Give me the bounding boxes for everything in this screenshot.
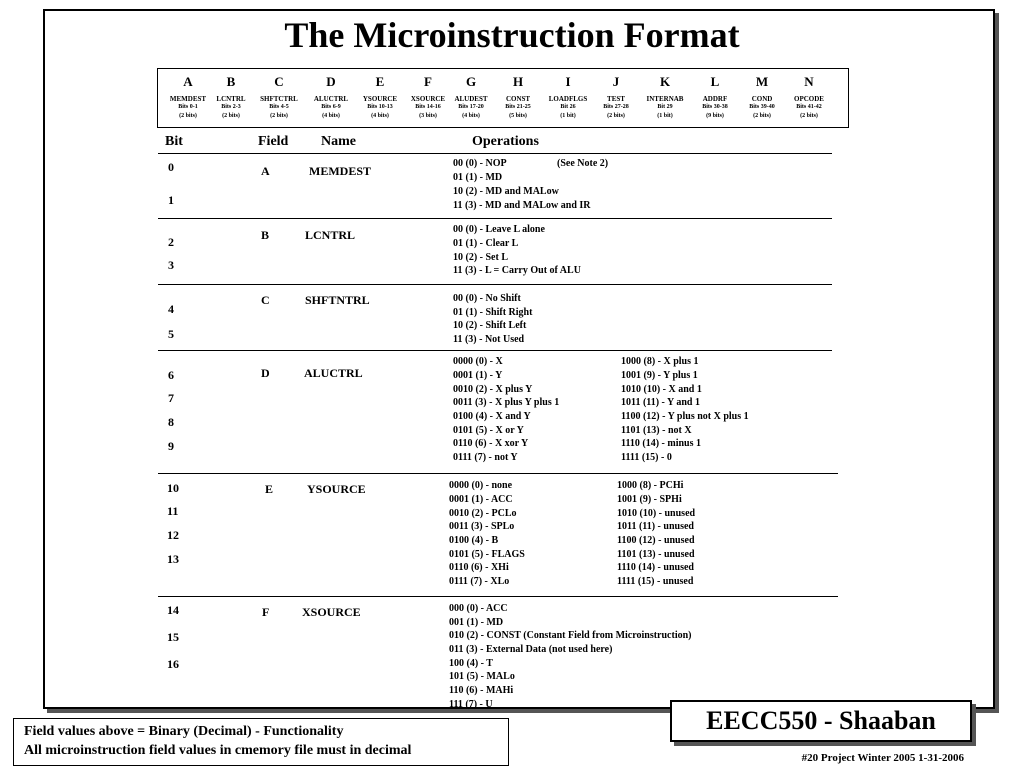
- format-field-letter: D: [326, 74, 336, 89]
- operation-item: 1011 (11) - Y and 1: [621, 397, 700, 408]
- bit-number: 0: [168, 160, 174, 174]
- section-divider: [158, 350, 832, 351]
- format-field-size: (2 bits): [179, 113, 197, 119]
- format-field-bits: Bits 0-1: [178, 104, 198, 110]
- bit-number: 1: [168, 193, 174, 207]
- bit-number: 7: [168, 391, 174, 405]
- page-title: The Microinstruction Format: [284, 15, 740, 55]
- format-field-size: (1 bit): [657, 113, 673, 119]
- format-field-size: (2 bits): [753, 113, 771, 119]
- header-operations: Operations: [472, 134, 539, 149]
- format-field-name: LOADFLGS: [548, 95, 588, 103]
- operation-item: 0100 (4) - B: [449, 535, 499, 546]
- format-field-size: (2 bits): [607, 113, 625, 119]
- format-field-bits: Bits 21-25: [505, 104, 531, 110]
- format-field-letter: K: [659, 74, 671, 89]
- format-field-name: MEMDEST: [169, 95, 207, 103]
- format-field-name: INTERNAB: [646, 95, 684, 103]
- operation-item: 1110 (14) - unused: [617, 562, 694, 573]
- format-field-letter: A: [183, 74, 193, 89]
- format-field-size: (2 bits): [270, 113, 288, 119]
- operation-item: 100 (4) - T: [449, 658, 493, 669]
- operation-item: 00 (0) - No Shift: [453, 293, 521, 304]
- operation-item: 1100 (12) - unused: [617, 535, 695, 546]
- format-field-bits: Bits 10-13: [367, 104, 393, 110]
- format-field-size: (2 bits): [800, 113, 818, 119]
- operation-item: 1110 (14) - minus 1: [621, 438, 702, 449]
- format-field-name: SHFTCTRL: [260, 95, 298, 103]
- operation-item: 1111 (15) - 0: [621, 452, 672, 463]
- operation-item: 0101 (5) - FLAGS: [449, 549, 525, 560]
- operation-item: 11 (3) - L = Carry Out of ALU: [453, 265, 581, 276]
- notes-box: [13, 718, 509, 766]
- operation-item: 0011 (3) - X plus Y plus 1: [453, 397, 560, 408]
- header-divider: [158, 153, 832, 154]
- operation-item: 111 (7) - U: [449, 699, 493, 710]
- operation-item: 1010 (10) - X and 1: [621, 384, 702, 395]
- format-field-size: (1 bit): [560, 113, 576, 119]
- bit-number: 3: [168, 258, 174, 272]
- format-field-letter: C: [274, 74, 284, 89]
- field-name: LCNTRL: [305, 228, 356, 242]
- format-field-letter: G: [465, 74, 477, 89]
- header-field: Field: [258, 134, 289, 149]
- operation-item: 101 (5) - MALo: [449, 671, 515, 682]
- operation-item: 000 (0) - ACC: [449, 603, 508, 614]
- operation-item: 00 (0) - Leave L alone: [453, 224, 545, 235]
- operation-item: 00 (0) - NOP: [453, 158, 507, 169]
- operation-item: 0001 (1) - Y: [453, 370, 503, 381]
- format-field-name: LCNTRL: [216, 95, 246, 103]
- format-field-bits: Bits 27-28: [603, 104, 629, 110]
- operation-item: 01 (1) - Shift Right: [453, 307, 533, 318]
- operation-item: 1010 (10) - unused: [617, 508, 696, 519]
- format-field-letter: M: [755, 74, 769, 89]
- operation-item: 11 (3) - Not Used: [453, 334, 525, 345]
- operation-item: 001 (1) - MD: [449, 617, 504, 628]
- format-field-bits: Bits 2-3: [221, 104, 241, 110]
- format-field-size: (5 bits): [509, 113, 527, 119]
- operation-item: 0100 (4) - X and Y: [453, 411, 531, 422]
- operation-item: 0011 (3) - SPLo: [449, 521, 515, 532]
- bit-number: 5: [168, 327, 174, 341]
- field-name: ALUCTRL: [304, 366, 363, 380]
- header-name: Name: [321, 134, 356, 149]
- bit-number: 15: [167, 630, 179, 644]
- operation-item: 0001 (1) - ACC: [449, 494, 513, 505]
- section-divider: [158, 473, 838, 474]
- format-field-bits: Bits 30-38: [702, 104, 728, 110]
- field-letter: F: [262, 605, 270, 619]
- field-name: XSOURCE: [302, 605, 361, 619]
- course-brand: EECC550 - Shaaban: [670, 700, 972, 742]
- operation-item: 1100 (12) - Y plus not X plus 1: [621, 411, 749, 422]
- operation-item: 0110 (6) - XHi: [449, 562, 509, 573]
- bit-number: 6: [168, 368, 174, 382]
- operation-item: 01 (1) - Clear L: [453, 238, 519, 249]
- format-field-letter: J: [612, 74, 620, 89]
- bit-number: 10: [167, 481, 179, 495]
- operation-item: 10 (2) - MD and MALow: [453, 186, 559, 197]
- format-field-bits: Bits 39-40: [749, 104, 775, 110]
- format-field-name: ALUCTRL: [313, 95, 349, 103]
- operation-item: 1101 (13) - not X: [621, 425, 692, 436]
- format-field-name: ALUDEST: [454, 95, 488, 103]
- operation-item: 1101 (13) - unused: [617, 549, 695, 560]
- field-letter: A: [261, 164, 270, 178]
- operation-note: (See Note 2): [557, 158, 609, 169]
- operation-item: 0101 (5) - X or Y: [453, 425, 524, 436]
- bit-number: 12: [167, 528, 179, 542]
- format-field-letter: L: [710, 74, 720, 89]
- format-field-letter: B: [226, 74, 236, 89]
- operation-item: 10 (2) - Set L: [453, 252, 508, 263]
- format-field-size: (4 bits): [462, 113, 480, 119]
- format-field-bits: Bits 4-5: [269, 104, 289, 110]
- format-field-bits: Bits 17-20: [458, 104, 484, 110]
- format-field-name: COND: [751, 95, 773, 103]
- operation-item: 110 (6) - MAHi: [449, 685, 514, 696]
- operation-item: 0111 (7) - XLo: [449, 576, 510, 587]
- operation-item: 1000 (8) - PCHi: [617, 480, 684, 491]
- format-field-name: CONST: [505, 95, 531, 103]
- format-field-name: OPCODE: [794, 95, 824, 103]
- format-field-size: (9 bits): [706, 113, 724, 119]
- format-field-letter: H: [512, 74, 524, 89]
- format-field-size: (3 bits): [419, 113, 437, 119]
- field-letter: E: [265, 482, 274, 496]
- operation-item: 1000 (8) - X plus 1: [621, 356, 699, 367]
- format-field-bits: Bits 6-9: [321, 104, 341, 110]
- operation-item: 0010 (2) - X plus Y: [453, 384, 533, 395]
- format-field-size: (4 bits): [322, 113, 340, 119]
- bit-number: 11: [167, 504, 179, 518]
- bit-number: 14: [167, 603, 179, 617]
- field-letter: C: [261, 293, 270, 307]
- section-divider: [158, 596, 838, 597]
- format-field-name: ADDRF: [702, 95, 728, 103]
- bit-number: 8: [168, 415, 174, 429]
- format-field-letter: I: [565, 74, 571, 89]
- format-field-bits: Bit 26: [560, 104, 576, 110]
- operation-item: 010 (2) - CONST (Constant Field from Microinstruction): [449, 630, 692, 641]
- format-field-bits: Bits 14-16: [415, 104, 441, 110]
- field-name: MEMDEST: [309, 164, 372, 178]
- field-letter: D: [261, 366, 270, 380]
- bit-number: 4: [168, 302, 174, 316]
- operation-item: 1011 (11) - unused: [617, 521, 694, 532]
- format-field-letter: E: [375, 74, 385, 89]
- operation-item: 01 (1) - MD: [453, 172, 503, 183]
- operation-item: 011 (3) - External Data (not used here): [449, 644, 613, 655]
- operation-item: 1001 (9) - SPHi: [617, 494, 682, 505]
- note-line: All microinstruction field values in cmemory file must in decimal: [24, 743, 412, 758]
- format-table: [157, 68, 849, 128]
- slide-footer: #20 Project Winter 2005 1-31-2006: [801, 752, 964, 764]
- operation-item: 10 (2) - Shift Left: [453, 320, 527, 331]
- format-field-bits: Bits 41-42: [796, 104, 822, 110]
- format-field-size: (2 bits): [222, 113, 240, 119]
- format-field-letter: F: [424, 74, 432, 89]
- bit-number: 13: [167, 552, 179, 566]
- bit-number: 9: [168, 439, 174, 453]
- operation-item: 0111 (7) - not Y: [453, 452, 518, 463]
- operation-item: 1111 (15) - unused: [617, 576, 694, 587]
- header-bit: Bit: [165, 134, 183, 149]
- section-divider: [158, 218, 832, 219]
- note-line: Field values above = Binary (Decimal) - Functionality: [24, 724, 344, 739]
- operation-item: 0000 (0) - X: [453, 356, 503, 367]
- operation-item: 1001 (9) - Y plus 1: [621, 370, 698, 381]
- bit-number: 16: [167, 657, 179, 671]
- operation-item: 0010 (2) - PCLo: [449, 508, 517, 519]
- field-name: YSOURCE: [307, 482, 366, 496]
- bit-number: 2: [168, 235, 174, 249]
- operation-item: 11 (3) - MD and MALow and IR: [453, 200, 591, 211]
- format-field-letter: N: [804, 74, 814, 89]
- operation-item: 0110 (6) - X xor Y: [453, 438, 529, 449]
- field-name: SHFTNTRL: [305, 293, 370, 307]
- field-letter: B: [261, 228, 270, 242]
- format-field-bits: Bit 29: [657, 104, 673, 110]
- format-field-name: YSOURCE: [362, 95, 398, 103]
- format-field-name: TEST: [607, 95, 625, 103]
- section-divider: [158, 284, 832, 285]
- format-field-size: (4 bits): [371, 113, 389, 119]
- format-field-name: XSOURCE: [410, 95, 446, 103]
- operation-item: 0000 (0) - none: [449, 480, 513, 491]
